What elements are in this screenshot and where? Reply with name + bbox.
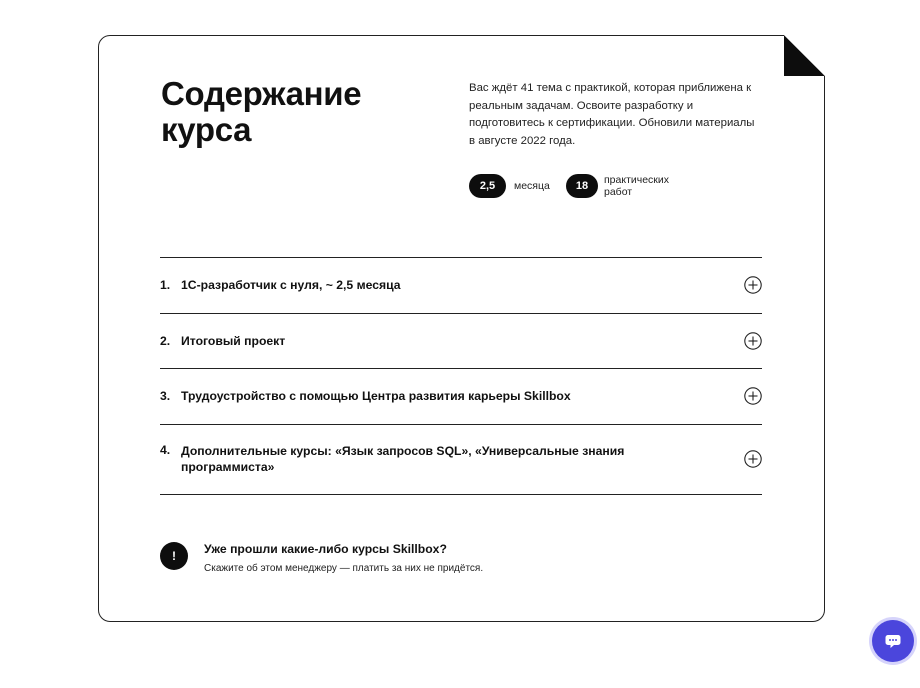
module-number: 2. xyxy=(160,333,171,348)
module-number: 3. xyxy=(160,389,171,404)
module-title: 1С-разработчик с нуля, ~ 2,5 месяца xyxy=(181,278,401,292)
module-item-3[interactable] xyxy=(160,368,762,424)
module-number: 1. xyxy=(160,278,171,293)
stat-duration-value: 2,5 xyxy=(469,174,506,198)
notice-text-block xyxy=(204,542,564,575)
module-item-2[interactable] xyxy=(160,313,762,369)
stat-practice xyxy=(566,174,684,198)
chat-button[interactable] xyxy=(872,620,914,662)
module-title: Итоговый проект xyxy=(181,333,286,348)
plus-circle-icon[interactable] xyxy=(744,450,762,468)
stat-duration-label: месяца xyxy=(514,180,550,192)
notice-description: Скажите об этом менеджеру — платить за них не придётся. xyxy=(204,563,484,574)
exclamation-badge-icon: ! xyxy=(160,542,188,570)
page-title: Содержание курса xyxy=(161,75,362,148)
plus-circle-icon[interactable] xyxy=(744,276,762,294)
stat-duration xyxy=(469,174,550,198)
module-title: Трудоустройство с помощью Центра развития карьеры Skillbox xyxy=(181,389,571,403)
stat-practice-value: 18 xyxy=(566,174,598,198)
page-fold-icon xyxy=(784,35,825,76)
module-accordion xyxy=(160,257,762,495)
module-title: Дополнительные курсы: «Язык запросов SQL», «Универсальные знания программиста» xyxy=(181,443,625,474)
module-item-4[interactable] xyxy=(160,424,762,495)
chat-bubble-icon xyxy=(885,634,901,649)
module-item-1[interactable] xyxy=(160,257,762,313)
stat-practice-label: практических работ xyxy=(604,174,670,198)
course-intro-text: Вас ждёт 41 тема с практикой, которая приближена к реальным задачам. Освоите разработку и подготовитесь к сертификации. Обновили материалы в августе 2022 года. xyxy=(469,82,755,147)
module-number: 4. xyxy=(160,442,171,457)
notice-heading: Уже прошли какие-либо курсы Skillbox? xyxy=(204,542,447,556)
plus-circle-icon[interactable] xyxy=(744,332,762,350)
plus-circle-icon[interactable] xyxy=(744,387,762,405)
prior-courses-notice xyxy=(160,542,484,574)
